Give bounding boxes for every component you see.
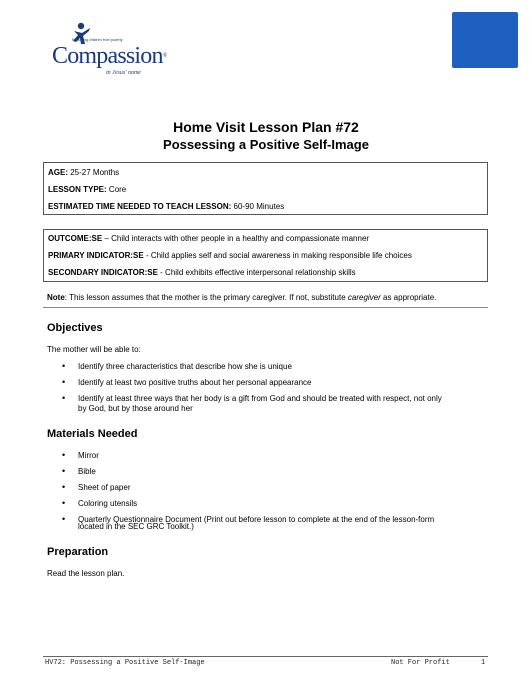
list-item: • Identify at least two positive truths about her personal appearance [62, 377, 442, 388]
lesson-info-box [43, 162, 488, 215]
materials-heading: Materials Needed [47, 428, 138, 440]
objective-continuation: by God, but by those around her [78, 404, 193, 413]
list-item: • Quarterly Questionnaire Document (Print out before lesson to complete at the end of the lesson-form [62, 514, 434, 525]
age-row: AGE: 25-27 Months [48, 168, 120, 177]
list-item: • Sheet of paper [62, 482, 434, 493]
primary-indicator-row: PRIMARY INDICATOR:SE - Child applies self and social awareness in making responsible life choices [48, 251, 412, 260]
material-continuation: located in the SEC GRC Toolkit.) [78, 522, 194, 531]
list-item: • Bible [62, 466, 434, 477]
preparation-heading: Preparation [47, 546, 109, 558]
materials-list [62, 450, 434, 525]
objectives-heading: Objectives [47, 322, 103, 334]
logo-tagline: Releasing children from poverty [72, 38, 123, 42]
objectives-intro: The mother will be able to: [47, 345, 141, 354]
secondary-indicator-row: SECONDARY INDICATOR:SE - Child exhibits effective interpersonal relationship skills [48, 268, 356, 277]
logo-wordmark: Compassion® [52, 43, 167, 69]
footer-title: HV72: Possessing a Positive Self-Image [45, 659, 205, 667]
compassion-logo [50, 22, 170, 76]
blue-color-swatch [452, 12, 518, 68]
logo-subline: in Jesus' name [106, 70, 141, 76]
footer-divider [43, 656, 488, 657]
list-item: • Coloring utensils [62, 498, 434, 509]
list-item: • Identify three characteristics that describe how she is unique [62, 361, 442, 372]
list-item: • Identify at least three ways that her body is a gift from God and should be treated with respect, not only [62, 393, 442, 404]
lesson-title: Home Visit Lesson Plan #72 [173, 119, 359, 135]
list-item: • Mirror [62, 450, 434, 461]
preparation-text: Read the lesson plan. [47, 569, 125, 578]
lesson-subtitle: Possessing a Positive Self-Image [163, 137, 369, 152]
time-row: ESTIMATED TIME NEEDED TO TEACH LESSON: 60-90 Minutes [48, 202, 285, 211]
note-divider [43, 307, 488, 308]
caregiver-note: Note: This lesson assumes that the mother is the primary caregiver. If not, substitute caregiver as appropriate. [47, 293, 437, 302]
footer-page-number: 1 [481, 659, 486, 667]
outcome-box [43, 229, 488, 282]
lesson-type-row: LESSON TYPE: Core [48, 185, 127, 194]
objectives-list [62, 361, 442, 404]
outcome-row: OUTCOME:SE – Child interacts with other people in a healthy and compassionate manner [48, 234, 370, 243]
footer-not-for-profit: Not For Profit [391, 659, 450, 667]
